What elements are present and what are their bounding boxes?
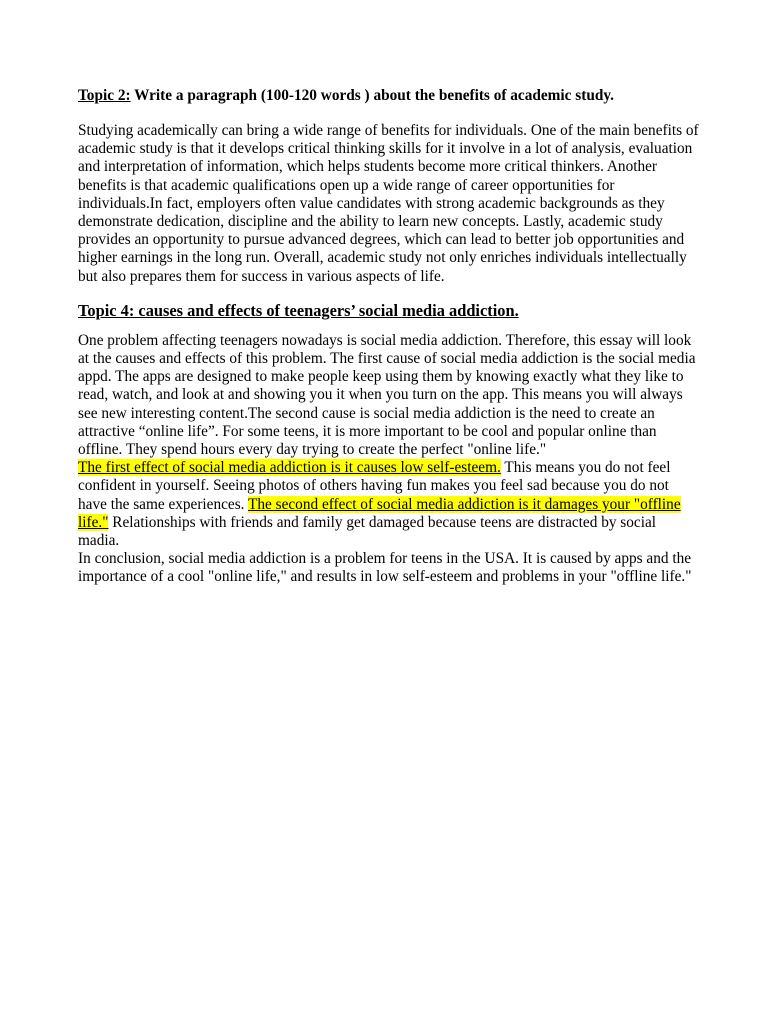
topic4-intro-text: One problem affecting teenagers nowadays is social media addiction. Therefore, this essay will look at the causes and effects of this problem. The first cause of social media addiction is the social media appd. The apps are designed to make people keep using them by knowing exactly what they like to read, watch, and look at and showing you it when you turn on the app. This means you will always see new interesting content.The second cause is social media addiction is the need to create an attractive “online life”. For some teens, it is more important to be cool and popular online than offline. They spend hours every day trying to create the perfect "online life."	[78, 331, 696, 459]
effect2-highlight: The second effect of social media addiction is it damages your "offline life."	[78, 495, 681, 531]
topic4-heading: Topic 4: causes and effects of teenagers’ social media addiction.	[78, 300, 519, 320]
effect1-text: This means you do not feel confident in yourself. Seeing photos of others having fun makes you feel sad because you do not have the same experiences.	[78, 459, 671, 513]
topic2-label: Topic 2:	[78, 87, 131, 104]
effect2-text: Relationships with friends and family get damaged because teens are distracted by social madia.	[78, 513, 656, 550]
topic2-heading-text: Write a paragraph (100-120 words ) about the benefits of academic study.	[130, 87, 614, 104]
topic4-intro-paragraph	[78, 332, 700, 587]
effect1-highlight: The first effect of social media addiction is it causes low self-esteem.	[78, 459, 501, 477]
topic2-heading	[78, 86, 700, 106]
topic2-paragraph: Studying academically can bring a wide range of benefits for individuals. One of the main benefits of academic study is that it develops critical thinking skills for it involve in a lot of analysis, evaluation and interpretation of information, which helps students become more critical thinkers. Another benefits is that academic qualifications open up a wide range of career opportunities for individuals.In fact, employers often value candidates with strong academic backgrounds as they demonstrate dedication, discipline and the ability to learn new concepts. Lastly, academic study provides an opportunity to pursue advanced degrees, which can lead to better job opportunities and higher earnings in the long run. Overall, academic study not only enriches individuals intellectually but also prepares them for success in various aspects of life.	[78, 122, 699, 285]
document-page	[78, 86, 700, 587]
conclusion-text: In conclusion, social media addiction is a problem for teens in the USA. It is caused by apps and the importance of a cool "online life," and results in low self-esteem and problems in your "offline life."	[78, 550, 692, 586]
